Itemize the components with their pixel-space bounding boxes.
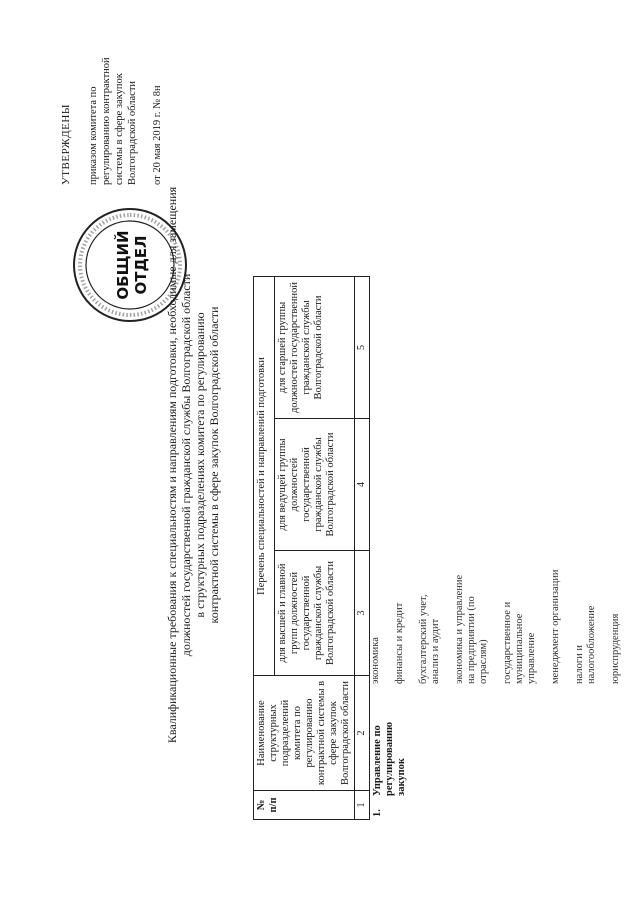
header-division-name: Наименование структурных подразделений комитета по регулированию контрактной системы в сфере закупок Волгоградской области xyxy=(254,676,355,791)
list-item: экономика и управление на предприятии (по отраслям) xyxy=(454,574,489,684)
requirements-table xyxy=(253,276,370,820)
header-specialties-group: Перечень специальностей и направлений подготовки xyxy=(254,277,275,676)
list-item: менеджмент организации xyxy=(550,569,561,684)
row-number: 1. xyxy=(372,809,383,817)
header-col-senior: для старшей группы должностей государственной гражданской службы Волгоградской области xyxy=(274,277,354,419)
list-item: бухгалтерский учет, анализ и аудит xyxy=(418,594,441,684)
column-number: 4 xyxy=(355,419,370,551)
approval-line: приказом комитета по xyxy=(88,86,99,185)
header-col-higher: для высшей и главной групп должностей государственной гражданской службы Волгоградской области xyxy=(274,551,354,676)
document-title xyxy=(165,165,221,765)
approval-date: от 20 мая 2019 г. № 8н xyxy=(152,85,163,185)
stamp-text-line2: ОТДЕЛ xyxy=(132,235,150,295)
list-item: государственное и муниципальное управление xyxy=(502,601,537,684)
specialties-list xyxy=(370,566,634,684)
division-name: Управление по регулированию закупок xyxy=(372,721,407,796)
header-col-leading: для ведущей группы должностей государственной гражданской службы Волгоградской области xyxy=(274,419,354,551)
title-line: должностей государственной гражданской службы Волгоградской области xyxy=(179,273,193,657)
approval-heading: УТВЕРЖДЕНЫ xyxy=(60,104,72,185)
header-num: № п/п xyxy=(254,791,355,820)
approval-block xyxy=(60,15,164,185)
list-item: экономика xyxy=(370,637,381,684)
approval-line: Волгоградской области xyxy=(127,80,138,185)
list-item: финансы и кредит xyxy=(394,602,405,684)
list-item: юриспруденция xyxy=(610,613,621,684)
title-line: Квалификационные требования к специальностям и направлениям подготовки, необходимые для замещения xyxy=(165,186,179,744)
stamp-text-line1: ОБЩИЙ xyxy=(114,230,132,300)
approval-line: системы в сфере закупок xyxy=(114,73,125,185)
column-number: 1 xyxy=(355,791,370,820)
title-line: контрактной системы в сфере закупок Волгоградской области xyxy=(207,306,221,624)
title-line: в структурных подразделениях комитета по регулированию xyxy=(193,312,207,618)
approval-line: регулированию контрактной xyxy=(101,57,112,185)
list-item: налоги и налогообложение xyxy=(574,605,597,684)
column-number: 2 xyxy=(355,676,370,791)
column-number: 5 xyxy=(355,277,370,419)
column-number: 3 xyxy=(355,551,370,676)
